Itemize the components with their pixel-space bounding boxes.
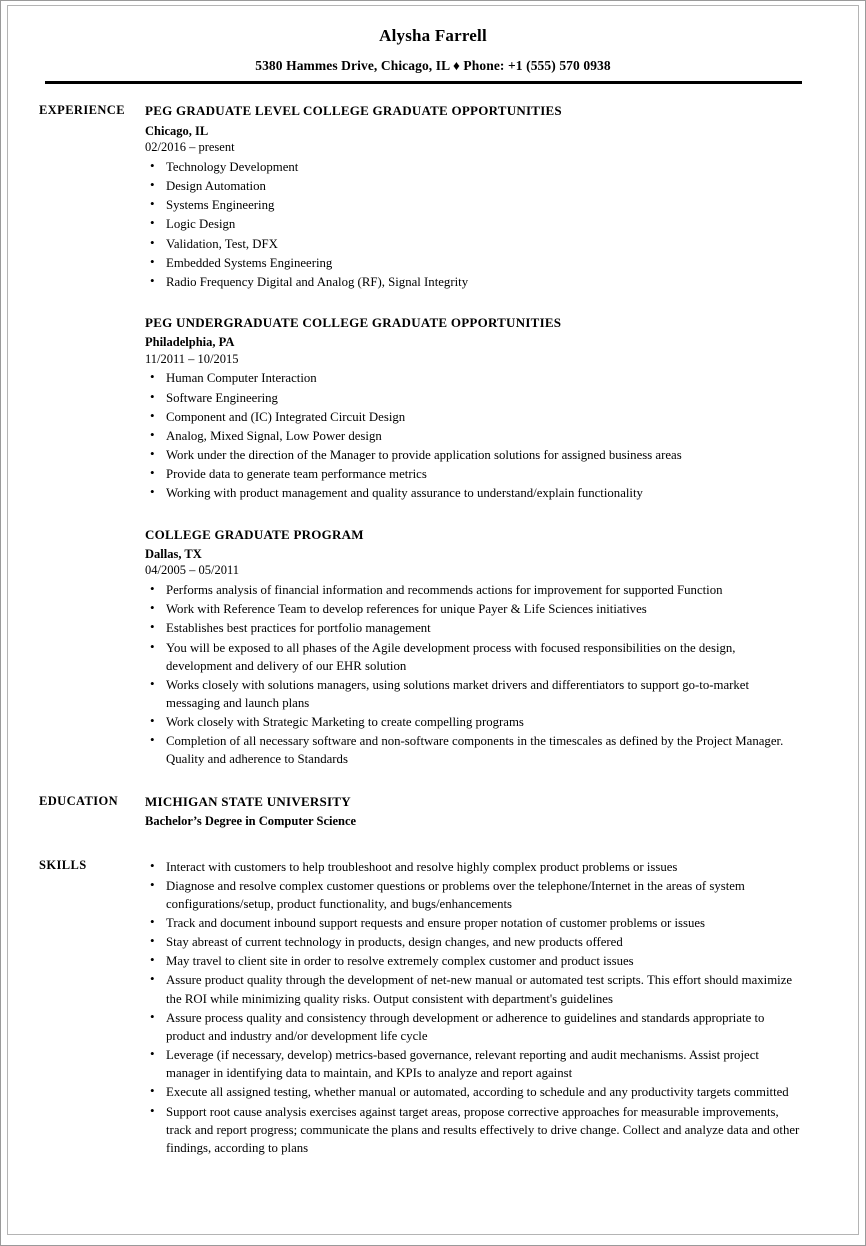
list-item: • Assure product quality through the development of net-new manual or automated test scripts. This effort should maximize the ROI while minimizing quality risks. Output consistent with department's guidelines <box>145 971 802 1007</box>
skills-entries <box>145 857 858 1158</box>
list-item: • Execute all assigned testing, whether manual or automated, according to schedule and any productivity targets committed <box>145 1083 802 1101</box>
list-item: • Human Computer Interaction <box>145 369 802 387</box>
skills-bullet-list <box>145 858 802 1158</box>
list-item: • Work with Reference Team to develop references for unique Payer & Life Sciences initiatives <box>145 600 802 618</box>
experience-entries <box>145 103 858 768</box>
list-item: • Embedded Systems Engineering <box>145 254 802 272</box>
experience-section <box>8 103 858 768</box>
job-dates: 11/2011 – 10/2015 <box>145 351 239 366</box>
list-item: • Radio Frequency Digital and Analog (RF), Signal Integrity <box>145 273 802 291</box>
list-item: • Validation, Test, DFX <box>145 235 802 253</box>
education-degree: Bachelor’s Degree in Computer Science <box>145 813 357 828</box>
list-item: • Leverage (if necessary, develop) metrics-based governance, relevant reporting and audit mechanisms. Assist project manager in identifying data to maintain, and KPIs to analyze and report against <box>145 1046 802 1082</box>
list-item: • Logic Design <box>145 215 802 233</box>
section-label-experience: EXPERIENCE <box>39 103 125 118</box>
list-item: • Work under the direction of the Manager to provide application solutions for assigned business areas <box>145 446 802 464</box>
job-bullet-list <box>145 369 802 502</box>
education-entry <box>145 794 802 830</box>
list-item: • Component and (IC) Integrated Circuit Design <box>145 408 802 426</box>
list-item: • Analog, Mixed Signal, Low Power design <box>145 427 802 445</box>
list-item: • Interact with customers to help troubleshoot and resolve highly complex product problems or issues <box>145 858 802 876</box>
skills-section <box>8 857 858 1158</box>
list-item: • Completion of all necessary software and non-software components in the timescales as defined by the Project Manager. Quality and adherence to Standards <box>145 732 802 768</box>
list-item: • May travel to client site in order to resolve extremely complex customer and product issues <box>145 952 802 970</box>
job-bullet-list <box>145 158 802 291</box>
section-label-education: EDUCATION <box>39 793 119 808</box>
resume-content <box>8 6 858 1234</box>
list-item: • Track and document inbound support requests and ensure proper notation of customer problems or issues <box>145 914 802 932</box>
list-item: • Design Automation <box>145 177 802 195</box>
list-item: • Establishes best practices for portfolio management <box>145 619 802 637</box>
experience-entry <box>145 527 802 769</box>
list-item: • You will be exposed to all phases of the Agile development process with focused responsibilities on the design, development and delivery of our EHR solution <box>145 639 802 675</box>
list-item: • Technology Development <box>145 158 802 176</box>
list-item: • Stay abreast of current technology in products, design changes, and new products offered <box>145 933 802 951</box>
list-item: • Systems Engineering <box>145 196 802 214</box>
candidate-contact-line: 5380 Hammes Drive, Chicago, IL ♦ Phone: +1 (555) 570 0938 <box>255 58 611 74</box>
list-item: • Support root cause analysis exercises against target areas, propose corrective approaches for measurable improvements, track and report progress; communicate the plans and results effectively to drive change. Collect and analyze data and other findings, according to plans <box>145 1103 802 1157</box>
list-item: • Works closely with solutions managers, using solutions market drivers and differentiators to support go-to-market messaging and launch plans <box>145 676 802 712</box>
education-section <box>8 794 858 830</box>
list-item: • Software Engineering <box>145 389 802 407</box>
list-item: • Provide data to generate team performance metrics <box>145 465 802 483</box>
header-divider-rule <box>45 81 802 84</box>
experience-entry <box>145 315 802 503</box>
education-entries <box>145 794 858 830</box>
job-location: Dallas, TX <box>145 546 202 561</box>
job-dates: 02/2016 – present <box>145 140 235 155</box>
education-school: MICHIGAN STATE UNIVERSITY <box>145 793 351 809</box>
list-item: • Assure process quality and consistency through development or adherence to guidelines and standards appropriate to product and industry and/or development life cycle <box>145 1009 802 1045</box>
list-item: • Performs analysis of financial information and recommends actions for improvement for supported Function <box>145 581 802 599</box>
list-item: • Working with product management and quality assurance to understand/explain functionality <box>145 484 802 502</box>
candidate-name: Alysha Farrell <box>379 26 487 45</box>
list-item: • Diagnose and resolve complex customer questions or problems over the telephone/Internet in the areas of system configurations/setup, product functionality, and bugs/enhancements <box>145 877 802 913</box>
resume-header <box>8 6 858 74</box>
job-location: Philadelphia, PA <box>145 335 235 350</box>
job-title: COLLEGE GRADUATE PROGRAM <box>145 526 364 542</box>
job-title: PEG GRADUATE LEVEL COLLEGE GRADUATE OPPORTUNITIES <box>145 103 562 119</box>
job-dates: 04/2005 – 05/2011 <box>145 563 239 578</box>
job-bullet-list <box>145 581 802 769</box>
section-label-skills: SKILLS <box>39 857 87 872</box>
job-location: Chicago, IL <box>145 123 209 138</box>
job-title: PEG UNDERGRADUATE COLLEGE GRADUATE OPPORTUNITIES <box>145 314 562 330</box>
list-item: • Work closely with Strategic Marketing to create compelling programs <box>145 713 802 731</box>
experience-entry <box>145 103 802 291</box>
resume-page-frame <box>7 5 859 1235</box>
